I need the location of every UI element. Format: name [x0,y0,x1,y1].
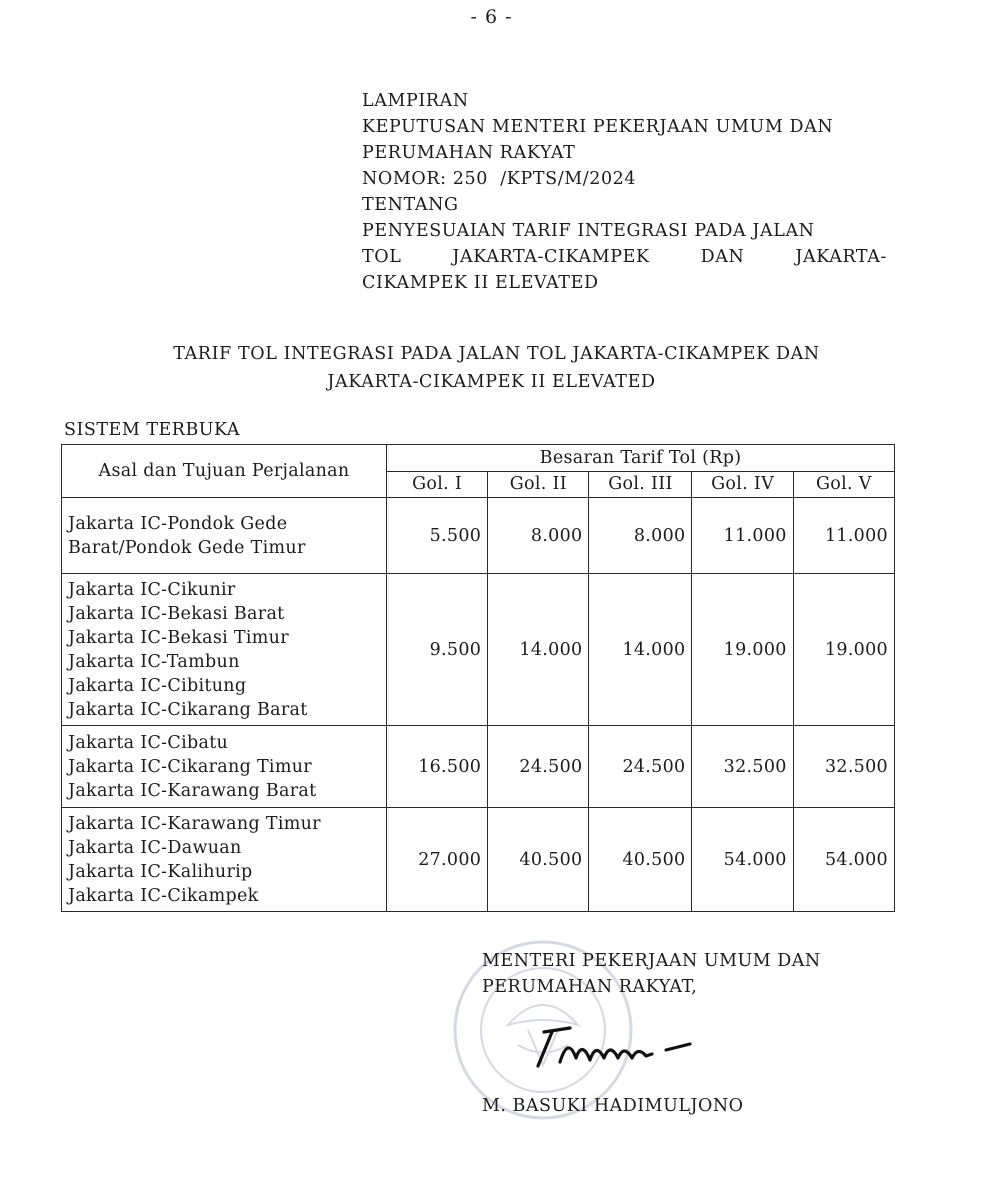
lampiran-line: CIKAMPEK II ELEVATED [362,273,599,293]
origin-cell [62,726,387,808]
origin-line: Jakarta IC-Tambun [68,651,240,672]
tariff-cell: 5.500 [387,498,488,574]
signatory-title-line: PERUMAHAN RAKYAT, [482,977,698,997]
tariff-cell: 19.000 [793,574,894,726]
tariff-group-header: Besaran Tarif Tol (Rp) [387,445,895,472]
origin-line: Barat/Pondok Gede Timur [68,537,306,558]
origin-line: Jakarta IC-Dawuan [68,837,242,858]
signature-block [482,948,821,1000]
lampiran-line: KEPUTUSAN MENTERI PEKERJAAN UMUM DAN [362,117,834,137]
tariff-cell: 9.500 [387,574,488,726]
lampiran-line: LAMPIRAN [362,91,469,111]
tariff-cell: 32.500 [692,726,793,808]
lampiran-word: TOL [362,247,402,267]
signatory-name: M. BASUKI HADIMULJONO [482,1096,744,1116]
origin-line: Jakarta IC-Cikunir [68,579,236,600]
signatory-title-line: MENTERI PEKERJAAN UMUM DAN [482,951,821,971]
origin-line: Jakarta IC-Cikarang Timur [68,756,312,777]
origin-line: Jakarta IC-Cibitung [68,675,247,696]
handwritten-signature [530,1018,710,1078]
origin-cell [62,574,387,726]
sistem-label: SISTEM TERBUKA [64,420,241,440]
page-number: - 6 - [470,6,513,28]
tariff-cell: 32.500 [793,726,894,808]
lampiran-justified-line [362,244,887,270]
tariff-cell: 11.000 [692,498,793,574]
column-header: Gol. III [589,471,692,498]
tariff-cell: 40.500 [488,808,589,912]
document-heading [0,340,983,396]
tariff-cell: 8.000 [488,498,589,574]
table-row [62,726,895,808]
tariff-cell: 14.000 [589,574,692,726]
origin-line: Jakarta IC-Bekasi Barat [68,603,285,624]
origin-line: Jakarta IC-Karawang Barat [68,780,317,801]
column-header: Gol. V [793,471,894,498]
origin-line: Jakarta IC-Cibatu [68,732,229,753]
origin-line: Jakarta IC-Bekasi Timur [68,627,289,648]
tariff-cell: 24.500 [488,726,589,808]
origin-cell [62,808,387,912]
heading-line-1: TARIF TOL INTEGRASI PADA JALAN TOL JAKARTA-CIKAMPEK DAN [173,344,820,364]
lampiran-word: DAN [700,247,745,267]
tariff-cell: 24.500 [589,726,692,808]
lampiran-line: TENTANG [362,195,459,215]
table-row [62,574,895,726]
tariff-cell: 54.000 [692,808,793,912]
table-row [62,808,895,912]
column-header: Gol. I [387,471,488,498]
heading-line-2: JAKARTA-CIKAMPEK II ELEVATED [327,372,656,392]
lampiran-nomor: NOMOR: 250 /KPTS/M/2024 [362,169,637,189]
tariff-cell: 14.000 [488,574,589,726]
origin-line: Jakarta IC-Pondok Gede [68,513,288,534]
tariff-cell: 8.000 [589,498,692,574]
origin-line: Jakarta IC-Kalihurip [68,861,253,882]
origin-cell [62,498,387,574]
origin-header: Asal dan Tujuan Perjalanan [62,445,387,498]
origin-line: Jakarta IC-Cikarang Barat [68,699,308,720]
tariff-cell: 27.000 [387,808,488,912]
origin-line: Jakarta IC-Karawang Timur [68,813,321,834]
lampiran-word: JAKARTA-CIKAMPEK [452,247,650,267]
tariff-table [61,444,895,912]
lampiran-header [362,88,887,296]
tariff-cell: 11.000 [793,498,894,574]
lampiran-line: PENYESUAIAN TARIF INTEGRASI PADA JALAN [362,221,815,241]
tariff-cell: 19.000 [692,574,793,726]
lampiran-line: PERUMAHAN RAKYAT [362,143,576,163]
column-header: Gol. IV [692,471,793,498]
lampiran-word: JAKARTA- [795,247,887,267]
origin-line: Jakarta IC-Cikampek [68,885,259,906]
tariff-cell: 16.500 [387,726,488,808]
tariff-cell: 40.500 [589,808,692,912]
column-header: Gol. II [488,471,589,498]
table-row [62,498,895,574]
tariff-cell: 54.000 [793,808,894,912]
